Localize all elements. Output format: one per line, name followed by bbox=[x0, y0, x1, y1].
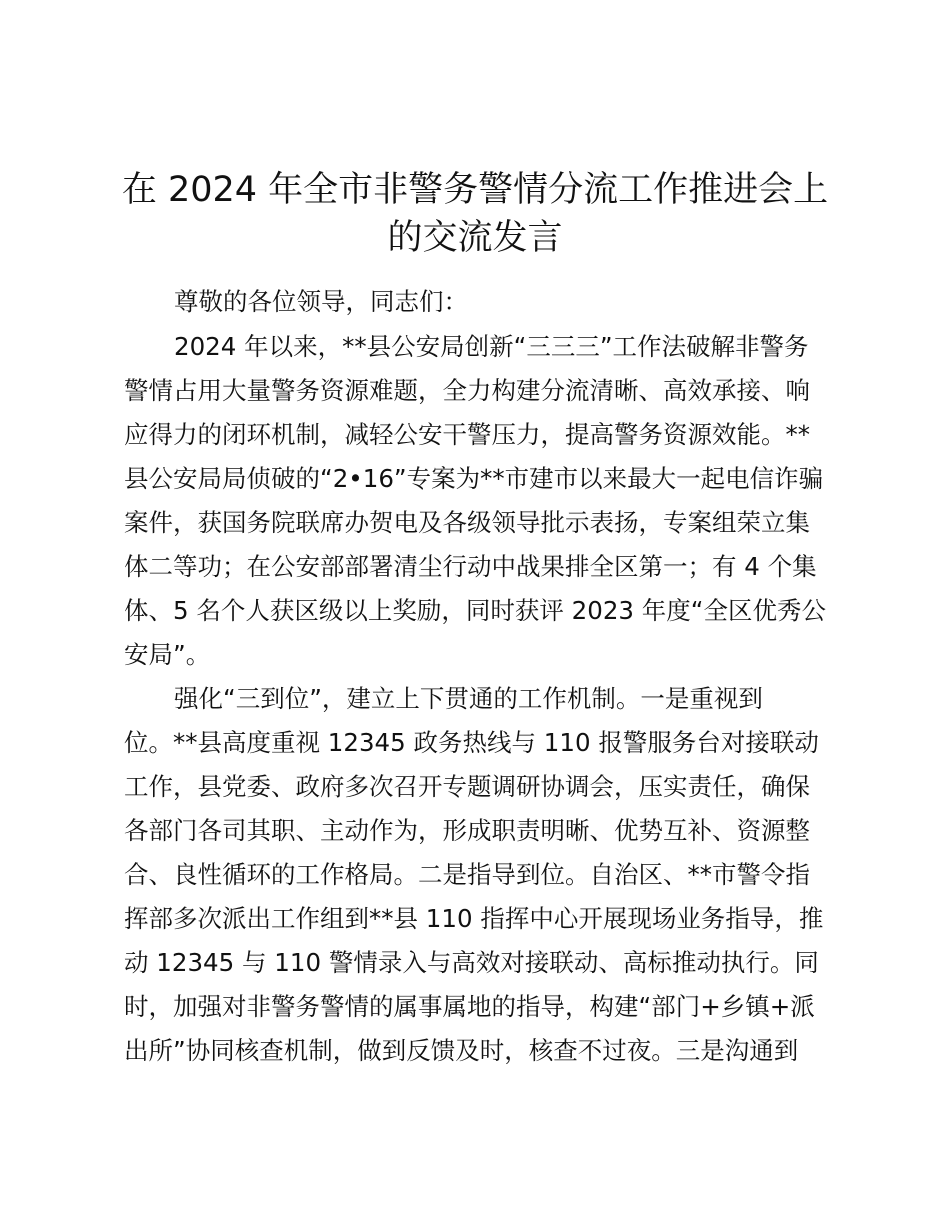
paragraph-1-line-4: 县公安局局侦破的“2•16”专案为**市建市以来最大一起电信诈骗 bbox=[124, 464, 824, 493]
paragraph-2-line-5: 合、良性循环的工作格局。二是指导到位。自治区、**市警令指 bbox=[124, 860, 810, 889]
document-title-line-1: 在 2024 年全市非警务警情分流工作推进会上 bbox=[121, 170, 829, 210]
paragraph-1-line-7: 体、5 名个人获区级以上奖励，同时获评 2023 年度“全区优秀公 bbox=[124, 596, 826, 625]
paragraph-2-line-4: 各部门各司其职、主动作为，形成职责明晰、优势互补、资源整 bbox=[124, 816, 810, 845]
paragraph-2-line-2: 位。**县高度重视 12345 政务热线与 110 报警服务台对接联动 bbox=[124, 728, 819, 757]
paragraph-2-line-6: 挥部多次派出工作组到**县 110 指挥中心开展现场业务指导，推 bbox=[124, 904, 824, 933]
document-title-line-2: 的交流发言 bbox=[387, 218, 563, 258]
paragraph-2-line-8: 时，加强对非警务警情的属事属地的指导，构建“部门+乡镇+派 bbox=[124, 992, 815, 1021]
paragraph-1-line-8: 安局”。 bbox=[124, 640, 211, 669]
paragraph-2-line-3: 工作，县党委、政府多次召开专题调研协调会，压实责任，确保 bbox=[124, 772, 810, 801]
paragraph-1-line-2: 警情占用大量警务资源难题，全力构建分流清晰、高效承接、响 bbox=[124, 376, 810, 405]
paragraph-1-line-6: 体二等功；在公安部部署清尘行动中战果排全区第一；有 4 个集 bbox=[124, 552, 817, 581]
paragraph-2-line-1: 强化“三到位”，建立上下贯通的工作机制。一是重视到 bbox=[174, 684, 763, 713]
paragraph-2-line-7: 动 12345 与 110 警情录入与高效对接联动、高标推动执行。同 bbox=[124, 948, 819, 977]
paragraph-1-line-1: 2024 年以来，**县公安局创新“三三三”工作法破解非警务 bbox=[174, 332, 809, 361]
paragraph-1-line-5: 案件，获国务院联席办贺电及各级领导批示表扬，专案组荣立集 bbox=[124, 508, 810, 537]
paragraph-2-line-9: 出所”协同核查机制，做到反馈及时，核查不过夜。三是沟通到 bbox=[124, 1036, 799, 1065]
paragraph-1-line-3: 应得力的闭环机制，减轻公安干警压力，提高警务资源效能。** bbox=[124, 420, 810, 449]
salutation: 尊敬的各位领导，同志们： bbox=[174, 287, 468, 316]
